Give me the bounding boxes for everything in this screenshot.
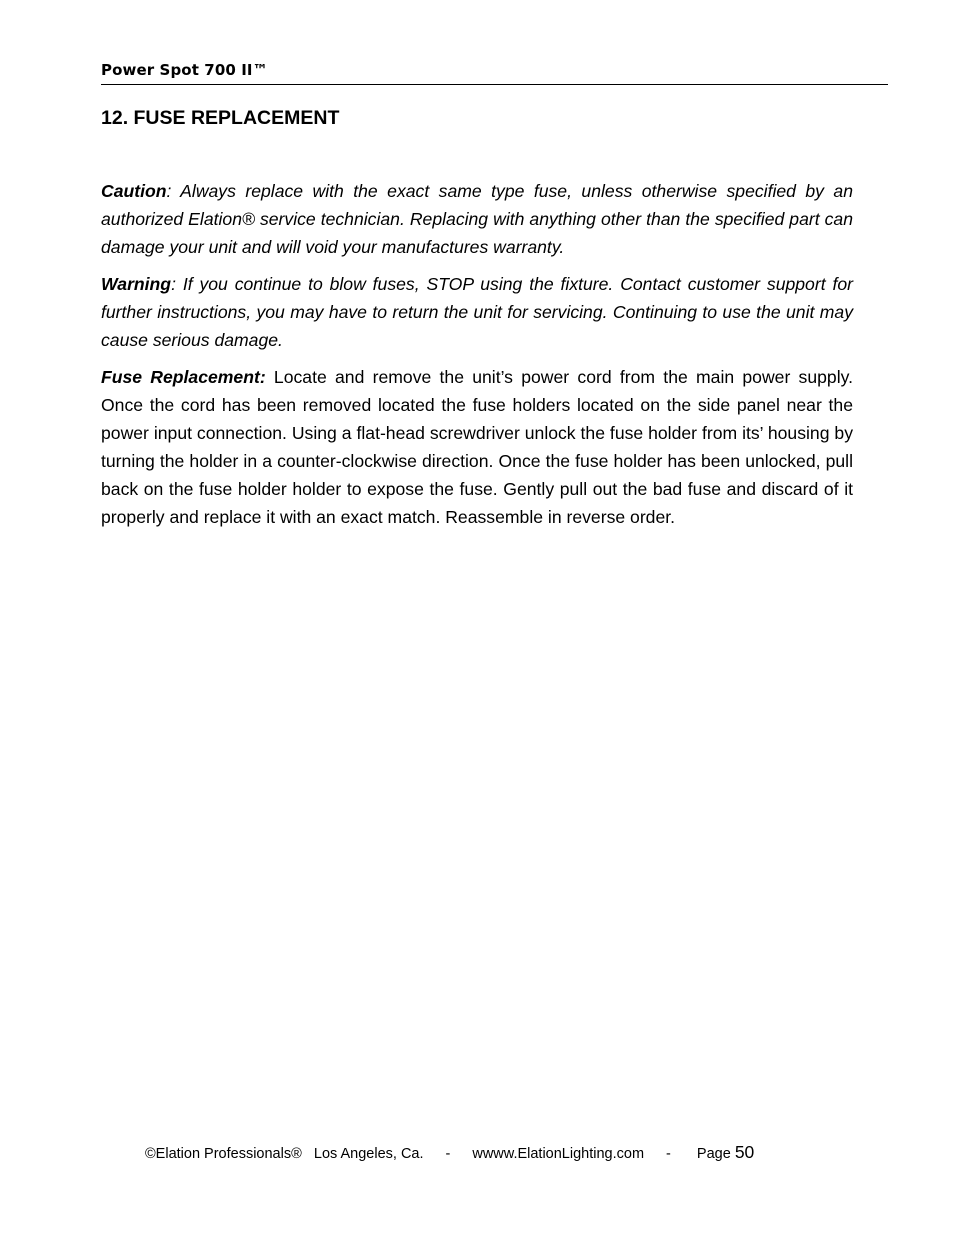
warning-paragraph: [101, 270, 853, 354]
footer-location: Los Angeles, Ca.: [313, 1146, 424, 1162]
section-title: 12. FUSE REPLACEMENT: [101, 107, 340, 129]
header-divider: [101, 84, 888, 85]
warning-text: : If you continue to blow fuses, STOP using the fixture. Contact customer support for further instructions, you may have to return the unit for servicing. Continuing to use the unit may cause serious damage.: [101, 274, 853, 350]
footer-separator: -: [445, 1146, 451, 1162]
caution-text: : Always replace with the exact same type fuse, unless otherwise specified by an authorized Elation® service technician. Replacing with anything other than the specified part can damage your unit and will void your manufactures warranty.: [101, 181, 853, 257]
footer-copyright: ©Elation Professionals®: [145, 1146, 302, 1162]
caution-paragraph: [101, 177, 853, 261]
footer-page-label: Page: [696, 1146, 731, 1162]
caution-label: Caution: [101, 181, 167, 201]
fuse-replacement-label: Fuse Replacement:: [101, 367, 266, 387]
fuse-replacement-text: Locate and remove the unit’s power cord from the main power supply. Once the cord has been removed located the fuse holders located on the side panel near the power input connection. Using a flat-head screwdriver unlock the fuse holder from its’ housing by turning the holder in a counter-clockwise direction. Once the fuse holder has been unlocked, pull back on the fuse holder holder to expose the fuse. Gently pull out the bad fuse and discard of it properly and replace it with an exact match. Reassemble in reverse order.: [101, 367, 853, 527]
footer-page-number: 50: [734, 1142, 755, 1162]
page-footer: [145, 1142, 754, 1163]
fuse-replacement-paragraph: [101, 363, 853, 531]
footer-website: wwww.ElationLighting.com: [472, 1146, 645, 1162]
running-header: Power Spot 700 II™: [101, 61, 268, 79]
warning-label: Warning: [101, 274, 172, 294]
footer-separator: -: [666, 1146, 671, 1162]
